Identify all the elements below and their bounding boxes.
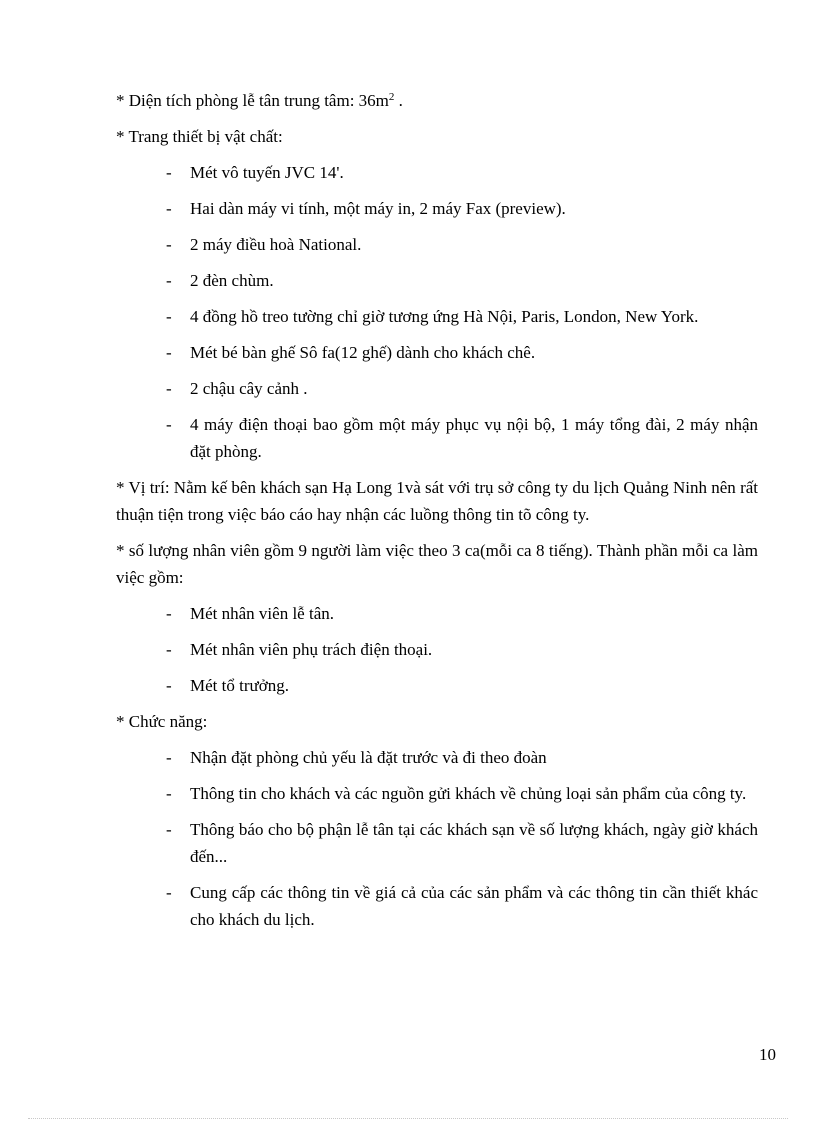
equipment-item-text: 4 máy điện thoại bao gồm một máy phục vụ nội bộ, 1 máy tổng đài, 2 máy nhận đặt phòng. — [190, 415, 758, 461]
list-bullet: - — [166, 604, 172, 623]
list-bullet: - — [166, 271, 172, 290]
equipment-item-text: Mét vô tuyến JVC 14'. — [190, 163, 344, 182]
list-item — [116, 411, 758, 465]
list-item — [116, 600, 758, 627]
function-item-text: Thông tin cho khách và các nguồn gửi khách về chủng loại sản phẩm của công ty. — [190, 784, 747, 803]
list-item — [116, 339, 758, 366]
equipment-item-text: 4 đồng hồ treo tường chỉ giờ tương ứng Hà Nội, Paris, London, New York. — [190, 307, 699, 326]
list-bullet: - — [166, 883, 172, 902]
list-item — [116, 879, 758, 933]
function-item-text: Thông báo cho bộ phận lễ tân tại các khách sạn về số lượng khách, ngày giờ khách đến... — [190, 820, 758, 866]
page-number: 10 — [759, 1045, 776, 1064]
list-bullet: - — [166, 676, 172, 695]
area-tail: . — [394, 91, 403, 110]
list-item — [116, 375, 758, 402]
page-content — [116, 84, 758, 942]
list-item — [116, 231, 758, 258]
list-bullet: - — [166, 343, 172, 362]
equipment-heading: * Trang thiết bị vật chất: — [116, 127, 283, 146]
list-item — [116, 816, 758, 870]
functions-heading: * Chức năng: — [116, 712, 208, 731]
function-item-text: Nhận đặt phòng chủ yếu là đặt trước và đi theo đoàn — [190, 748, 547, 767]
staff-item-text: Mét nhân viên phụ trách điện thoại. — [190, 640, 433, 659]
page-bottom-divider — [28, 1118, 788, 1119]
equipment-item-text: 2 chậu cây cảnh . — [190, 379, 308, 398]
list-item — [116, 744, 758, 771]
list-bullet: - — [166, 235, 172, 254]
list-item — [116, 195, 758, 222]
list-item — [116, 672, 758, 699]
equipment-item-text: 2 đèn chùm. — [190, 271, 274, 290]
list-item — [116, 780, 758, 807]
list-bullet: - — [166, 415, 172, 434]
list-bullet: - — [166, 640, 172, 659]
list-bullet: - — [166, 163, 172, 182]
list-item — [116, 159, 758, 186]
list-item — [116, 636, 758, 663]
staff-item-text: Mét nhân viên lễ tân. — [190, 604, 334, 623]
list-bullet: - — [166, 784, 172, 803]
equipment-item-text: Hai dàn máy vi tính, một máy in, 2 máy Fax (preview). — [190, 199, 566, 218]
staff-item-text: Mét tổ trưởng. — [190, 676, 289, 695]
list-bullet: - — [166, 307, 172, 326]
list-bullet: - — [166, 748, 172, 767]
list-bullet: - — [166, 820, 172, 839]
list-bullet: - — [166, 199, 172, 218]
list-item — [116, 303, 758, 330]
list-bullet: - — [166, 379, 172, 398]
area-paragraph — [116, 84, 758, 114]
area-text: * Diện tích phòng lễ tân trung tâm: 36m — [116, 91, 389, 110]
equipment-item-text: 2 máy điều hoà National. — [190, 235, 362, 254]
equipment-item-text: Mét bé bàn ghế Sô fa(12 ghế) dành cho khách chê. — [190, 343, 536, 362]
area-superscript: 2 — [388, 91, 395, 103]
location-paragraph: * Vị trí: Nằm kế bên khách sạn Hạ Long 1và sát với trụ sở công ty du lịch Quảng Ninh nên rất thuận tiện trong việc báo cáo hay nhận các luồng thông tin tõ công ty. — [116, 478, 758, 524]
staff-paragraph: * số lượng nhân viên gồm 9 người làm việc theo 3 ca(mỗi ca 8 tiếng). Thành phần mỗi ca làm việc gồm: — [116, 541, 758, 587]
function-item-text: Cung cấp các thông tin về giá cả của các sản phẩm và các thông tin cần thiết khác cho khách du lịch. — [190, 883, 758, 929]
list-item — [116, 267, 758, 294]
